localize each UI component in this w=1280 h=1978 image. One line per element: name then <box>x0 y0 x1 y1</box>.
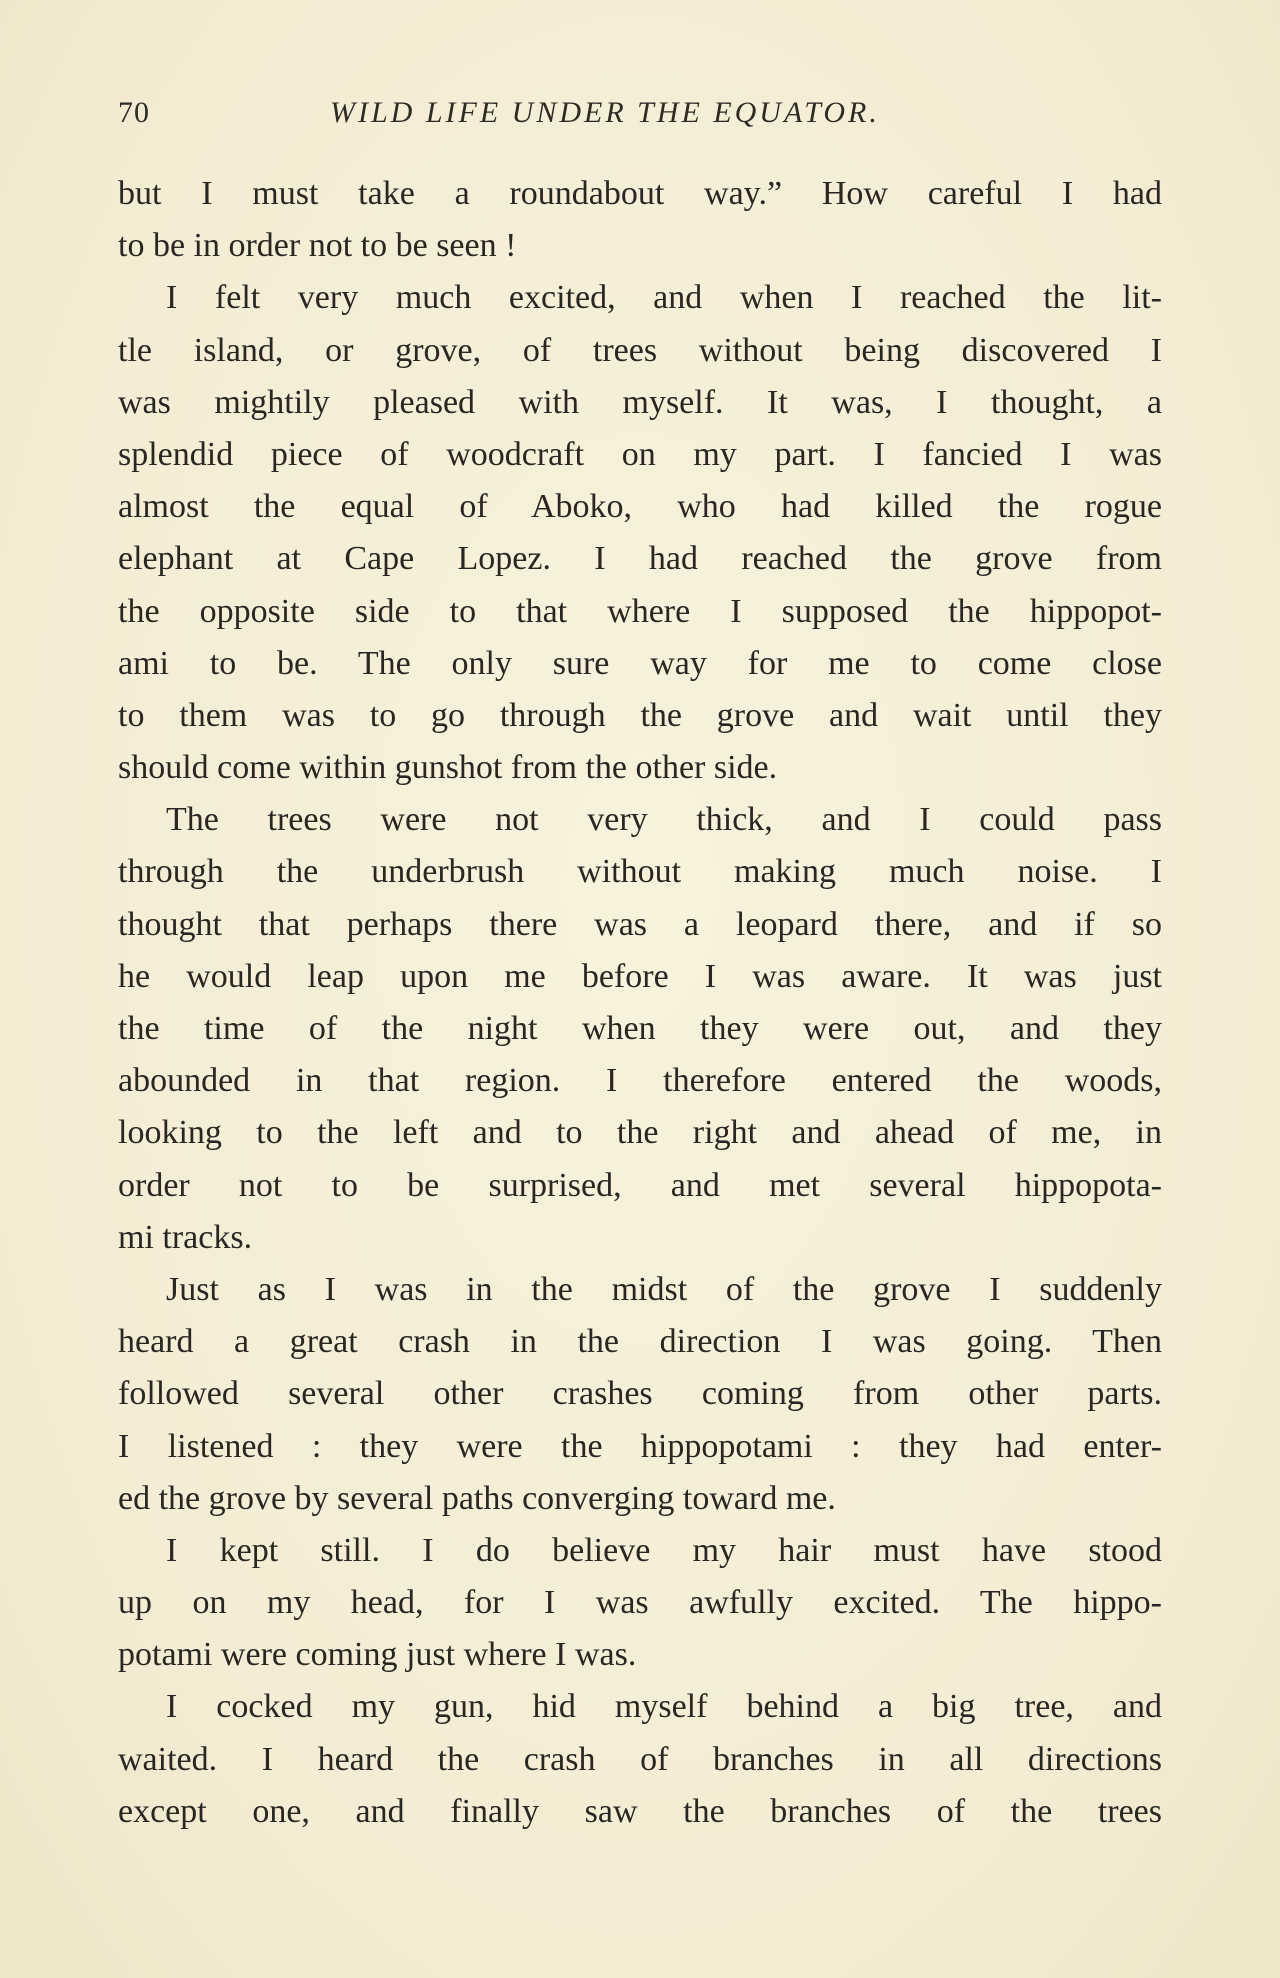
text-line: waited. I heard the crash of branches in all directions <box>118 1740 1162 1778</box>
text-line: I listened : they were the hippopotami : they had enter- <box>118 1427 1162 1465</box>
text-line: potami were coming just where I was. <box>118 1636 637 1674</box>
text-line: except one, and finally saw the branches of the trees <box>118 1792 1162 1830</box>
text-line: I cocked my gun, hid myself behind a big tree, and <box>166 1688 1162 1726</box>
text-line: ami to be. The only sure way for me to come close <box>118 644 1162 682</box>
text-line: looking to the left and to the right and ahead of me, in <box>118 1114 1162 1152</box>
text-line: should come within gunshot from the other side. <box>118 749 778 787</box>
text-line: splendid piece of woodcraft on my part. I fancied I was <box>118 435 1162 473</box>
text-line: followed several other crashes coming from other parts. <box>118 1375 1162 1413</box>
text-line: ed the grove by several paths converging toward me. <box>118 1479 836 1517</box>
body-text <box>118 168 1162 1838</box>
text-line: but I must take a roundabout way.” How careful I had <box>118 175 1162 212</box>
text-line: heard a great crash in the direction I was going. Then <box>118 1323 1162 1361</box>
text-line: to be in order not to be seen ! <box>118 227 517 265</box>
text-line: mi tracks. <box>118 1218 253 1256</box>
text-line: thought that perhaps there was a leopard there, and if so <box>118 905 1162 943</box>
text-line: I felt very much excited, and when I reached the lit- <box>166 279 1162 317</box>
text-line: abounded in that region. I therefore entered the woods, <box>118 1062 1162 1100</box>
text-line: was mightily pleased with myself. It was, I thought, a <box>118 383 1162 421</box>
running-head <box>118 96 1162 136</box>
text-line: The trees were not very thick, and I could pass <box>166 801 1162 839</box>
text-line: Just as I was in the midst of the grove I suddenly <box>166 1270 1162 1308</box>
text-line: to them was to go through the grove and wait until they <box>118 696 1162 734</box>
text-line: the time of the night when they were out, and they <box>118 1010 1162 1047</box>
text-line: through the underbrush without making much noise. I <box>118 853 1162 891</box>
text-line: the opposite side to that where I supposed the hippopot- <box>118 592 1162 630</box>
text-line: almost the equal of Aboko, who had killed the rogue <box>118 488 1162 526</box>
running-title: WILD LIFE UNDER THE EQUATOR. <box>330 96 880 129</box>
text-line: I kept still. I do believe my hair must have stood <box>166 1531 1162 1569</box>
text-line: elephant at Cape Lopez. I had reached the grove from <box>118 540 1162 578</box>
page-number: 70 <box>118 96 150 129</box>
text-line: up on my head, for I was awfully excited. The hippo- <box>118 1584 1162 1622</box>
text-line: tle island, or grove, of trees without being discovered I <box>118 331 1162 369</box>
text-line: he would leap upon me before I was aware. It was just <box>118 957 1162 995</box>
text-line: order not to be surprised, and met several hippopota- <box>118 1166 1162 1204</box>
